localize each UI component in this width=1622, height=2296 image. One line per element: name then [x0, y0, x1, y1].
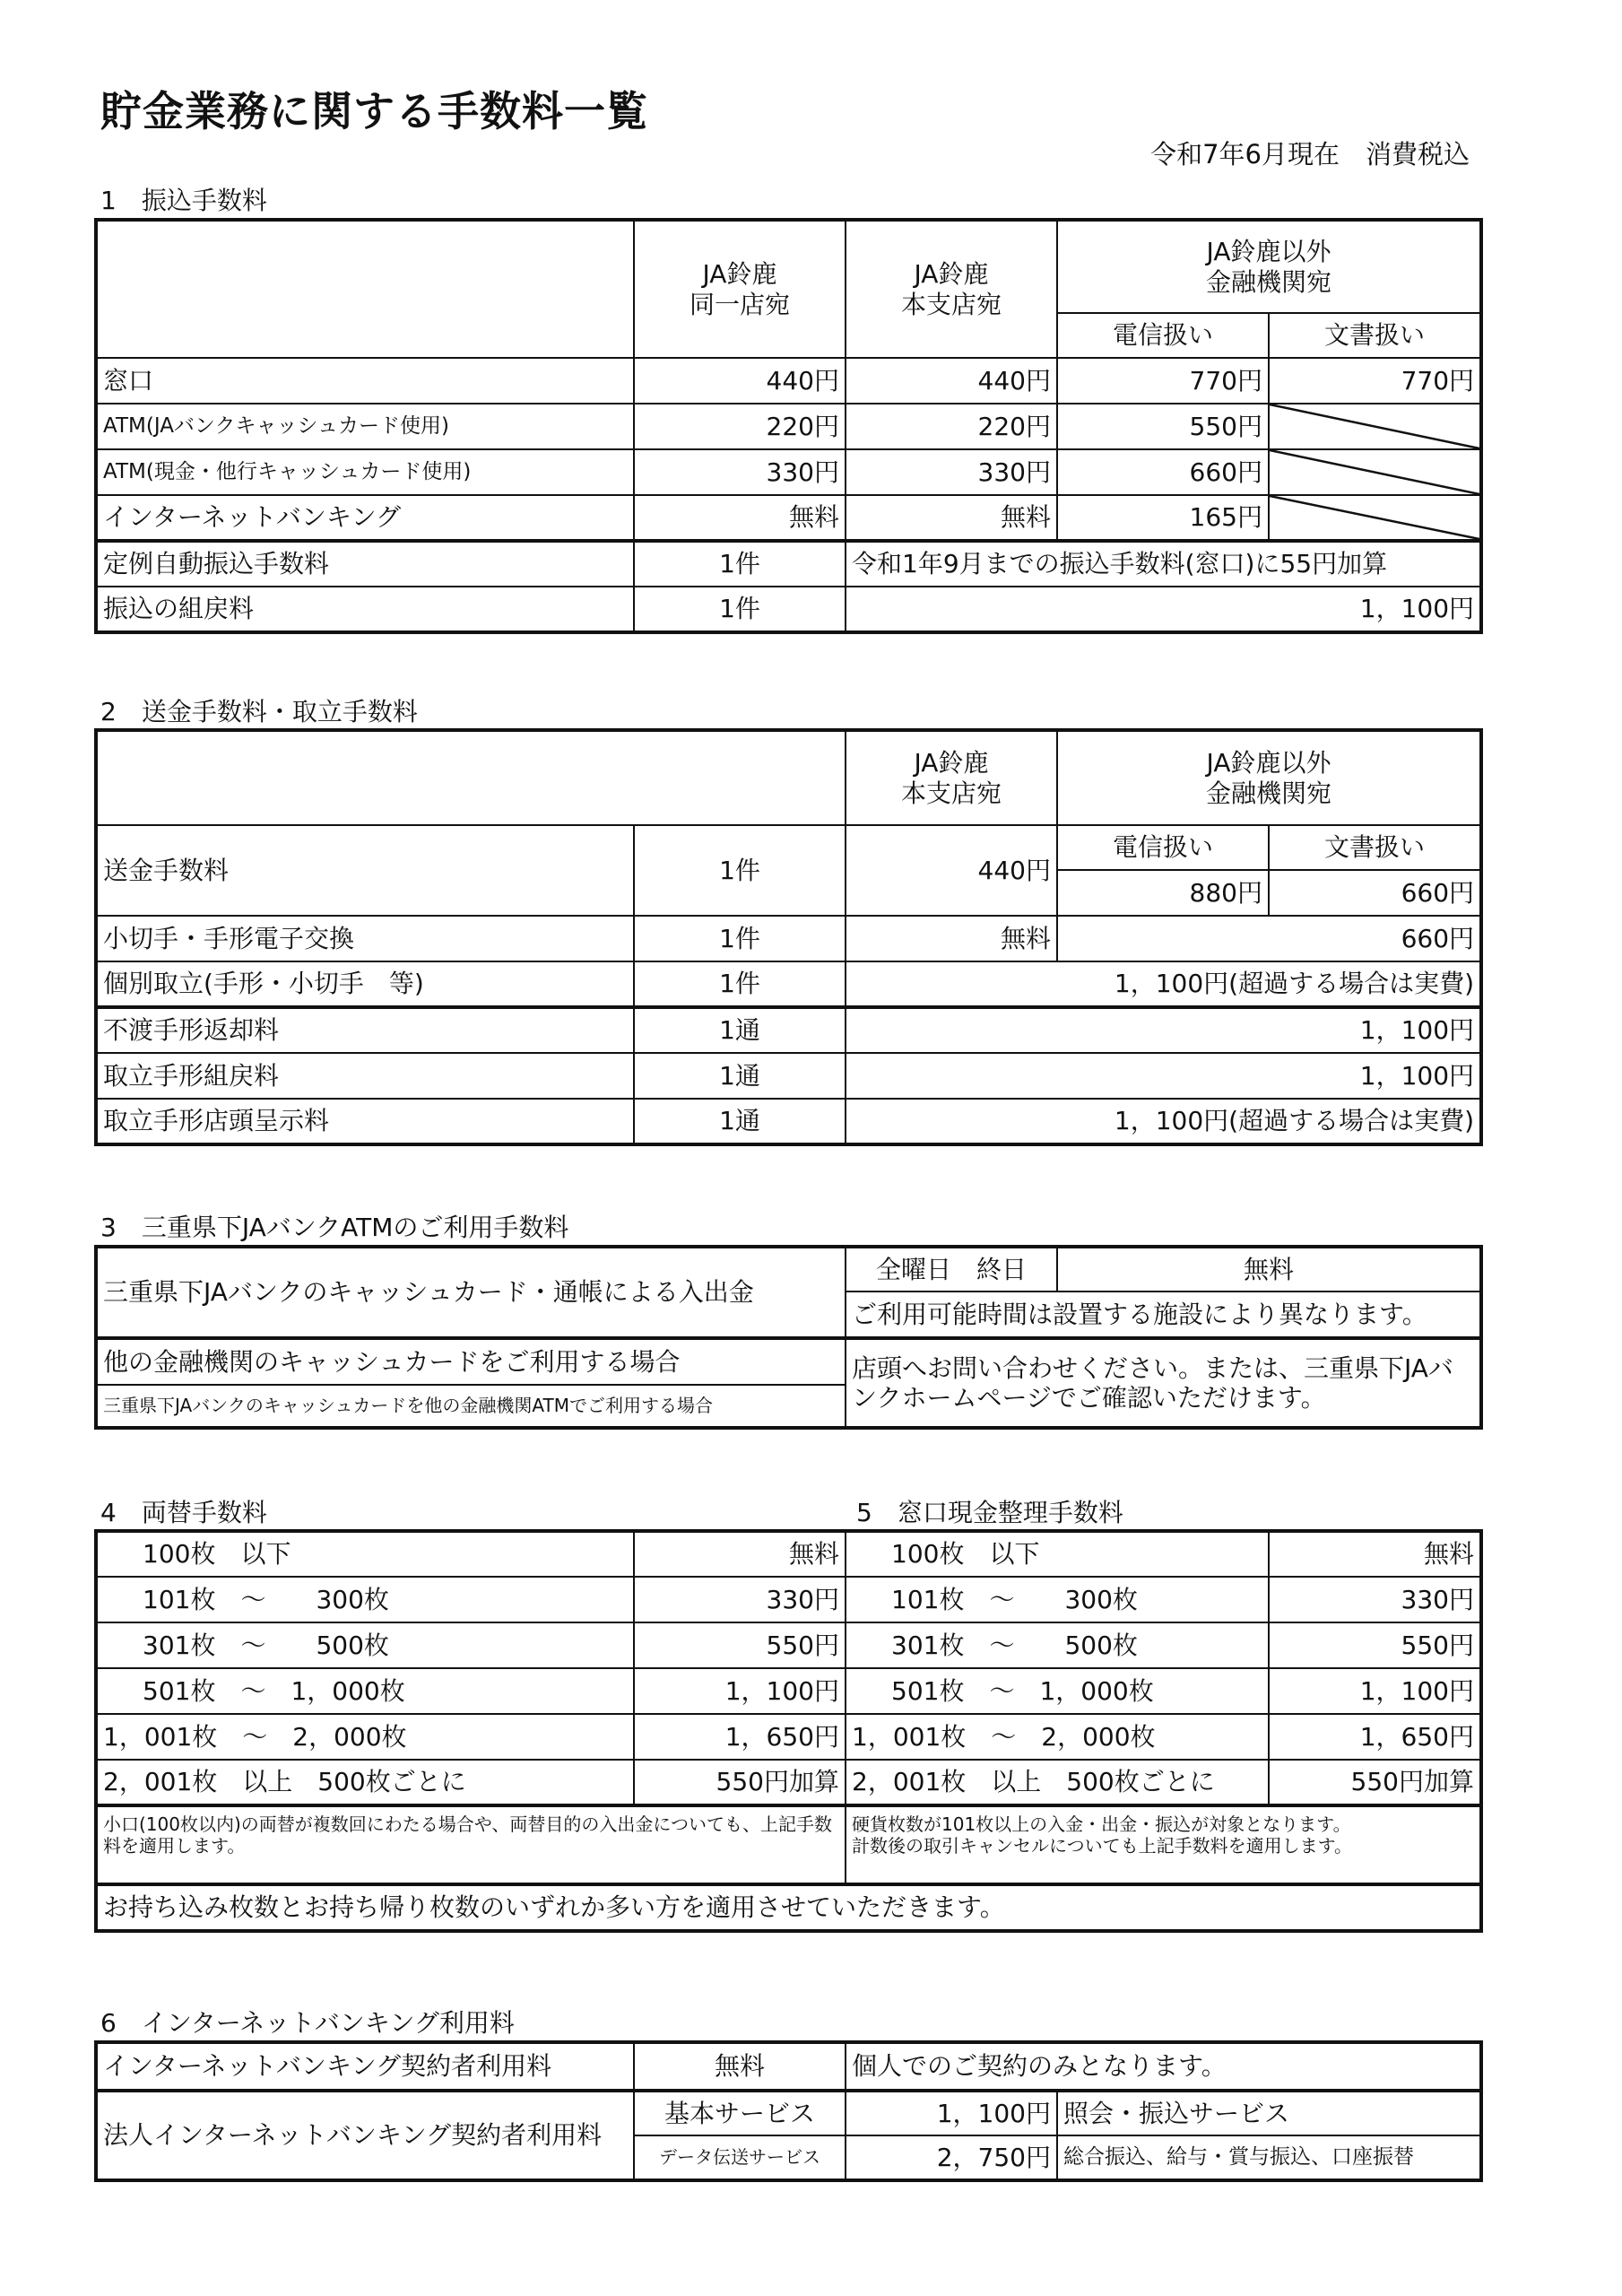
date-note: 令和7年6月現在 消費税込 [1150, 139, 1470, 170]
not-applicable-cell [1269, 449, 1481, 495]
section-5-heading: 5 窓口現金整理手数料 [856, 1498, 1123, 1527]
cash-handling-note: 硬貨枚数が101枚以上の入金・出金・振込が対象となります。 計数後の取引キャンセルについても上記手数料を適用します。 [846, 1805, 1481, 1884]
table-row: インターネットバンキング 無料 無料 165円 [96, 495, 1481, 541]
common-note: お持ち込み枚数とお持ち帰り枚数のいずれか多い方を適用させていただきます。 [96, 1884, 1481, 1931]
section-3-heading: 3 三重県下JAバンクATMのご利用手数料 [100, 1213, 569, 1242]
header-telegraphic: 電信扱い [1057, 825, 1269, 870]
table-row: ATM(JAバンクキャッシュカード使用) 220円 220円 550円 [96, 404, 1481, 449]
exchange-fee-table [94, 1529, 1483, 1933]
table-row: 小切手・手形電子交換 1件 無料 660円 [96, 916, 1481, 961]
transfer-fee-table [94, 218, 1483, 634]
exchange-note: 小口(100枚以内)の両替が複数回にわたる場合や、両替目的の入出金についても、上記手数料を適用します。 [96, 1805, 846, 1884]
table-row: 2，001枚 以上 500枚ごとに 550円加算 2，001枚 以上 500枚ごとに 550円加算 [96, 1760, 1481, 1805]
table-row: 個別取立(手形・小切手 等) 1件 1，100円(超過する場合は実費) [96, 961, 1481, 1007]
section-4-heading: 4 両替手数料 [100, 1498, 267, 1527]
table-row: 100枚 以下 無料 100枚 以下 無料 [96, 1531, 1481, 1577]
table-row: 501枚 ～ 1，000枚 1，100円 501枚 ～ 1，000枚 1，100円 [96, 1668, 1481, 1714]
table-row: 振込の組戻料 1件 1，100円 [96, 587, 1481, 632]
header-other-banks: JA鈴鹿以外 金融機関宛 [1057, 220, 1481, 313]
table-row: 取立手形組戻料 1通 1，100円 [96, 1053, 1481, 1099]
table-row: インターネットバンキング契約者利用料 無料 個人でのご契約のみとなります。 [96, 2042, 1481, 2091]
table-row: 窓口 440円 440円 770円 770円 [96, 358, 1481, 404]
section-2-heading: 2 送金手数料・取立手数料 [100, 697, 418, 726]
table-row: 定例自動振込手数料 1件 令和1年9月までの振込手数料(窓口)に55円加算 [96, 541, 1481, 587]
header-own-branches: JA鈴鹿 本支店宛 [846, 220, 1057, 358]
not-applicable-cell [1269, 404, 1481, 449]
header-document: 文書扱い [1269, 825, 1481, 870]
header-own-branches: JA鈴鹿 本支店宛 [846, 730, 1057, 825]
remittance-fee-table: JA鈴鹿 本支店宛 JA鈴鹿以外 金融機関宛 送金手数料 1件 440円 電信扱い 文書扱い 880円 660円 小切手・手形電子交換 1件 無料 660円 個別取立(手形・小切手 等) 1件 1，100円(超過する場合は実費) 不渡手形返却料 1通 1，100円 取立手形組戻料 1通 1，100円 取立手形店頭呈示料 1通 1，100円(超過する場合は実費) [94, 728, 1483, 1146]
internet-banking-fee-table: インターネットバンキング契約者利用料 無料 個人でのご契約のみとなります。 法人インターネットバンキング契約者利用料 基本サービス 1，100円 照会・振込サービス データ伝送サービス 2，750円 総合振込、給与・賞与振込、口座振替 [94, 2040, 1483, 2182]
table-row: 不渡手形返却料 1通 1，100円 [96, 1007, 1481, 1053]
section-6-heading: 6 インターネットバンキング利用料 [100, 2008, 515, 2038]
atm-fee-table: 三重県下JAバンクのキャッシュカード・通帳による入出金 全曜日 終日 無料 ご利用可能時間は設置する施設により異なります。 他の金融機関のキャッシュカードをご利用する場合 店頭へお問い合わせください。または、三重県下JAバンクホームページでご確認いただけます。 三重県下JAバンクのキャッシュカードを他の金融機関ATMでご利用する場合 [94, 1245, 1483, 1430]
section-1-heading: 1 振込手数料 [100, 186, 267, 215]
table-row: 取立手形店頭呈示料 1通 1，100円(超過する場合は実費) [96, 1099, 1481, 1144]
header-other-banks: JA鈴鹿以外 金融機関宛 [1057, 730, 1481, 825]
header-telegraphic: 電信扱い [1057, 313, 1269, 358]
header-document: 文書扱い [1269, 313, 1481, 358]
table-row: 301枚 ～ 500枚 550円 301枚 ～ 500枚 550円 [96, 1622, 1481, 1668]
page-title: 貯金業務に関する手数料一覧 [100, 87, 648, 135]
table-row: 101枚 ～ 300枚 330円 101枚 ～ 300枚 330円 [96, 1577, 1481, 1622]
header-same-branch: JA鈴鹿 同一店宛 [634, 220, 846, 358]
table-row: ATM(現金・他行キャッシュカード使用) 330円 330円 660円 [96, 449, 1481, 495]
table-row: 1，001枚 ～ 2，000枚 1，650円 1，001枚 ～ 2，000枚 1，650円 [96, 1714, 1481, 1760]
not-applicable-cell [1269, 495, 1481, 541]
